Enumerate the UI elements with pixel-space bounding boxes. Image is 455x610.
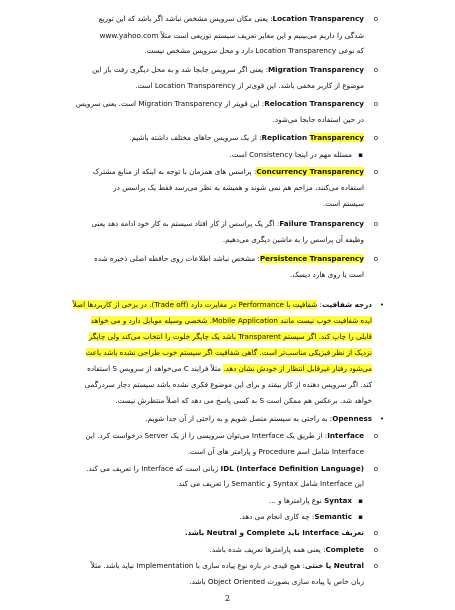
text-run: Failure Transparency [279, 219, 364, 228]
highlighted-text: می‌شود رفتار غیرقابل انتظار از خودش نشان دهد. [223, 364, 372, 373]
text-run: نوع پارامترها و ... [269, 496, 325, 505]
bullet-icon: o [373, 134, 378, 142]
highlighted-text: ایده شفافیت خوب نیست مانند Mobile Application. شخصی وسیله موبایل دارد و می خواهد [90, 316, 372, 325]
text-run: IDL (Interface Definition Language) [220, 464, 364, 473]
text-run: Interface شامل اسم Procedure و پارامتر های آن است. [187, 447, 364, 456]
text-run: Neutral یا خنثی [304, 561, 364, 570]
text-line [93, 166, 364, 178]
text-run: : از یک سرویس جاهای مختلف داشته باشیم. [129, 133, 262, 142]
text-line [323, 198, 364, 210]
text-line [223, 234, 364, 246]
text-run: استفاده می‌کنند، مزاحم هم نمی شوند و همیشه به نظر می‌رسد فقط یک پراسس در [113, 183, 364, 192]
highlighted-text: نزدیک از نظر فیزیکی مناسب‌تر است. گاهی شفافیت اگر سیستم خوب طراحی نشده باشد باعث [85, 348, 372, 357]
text-run: : پراسس های همزمان با توجه به اینکه از منابع مشترک [92, 167, 257, 176]
text-line [73, 299, 372, 311]
highlighted-text: Concurrency Transparency [256, 167, 364, 176]
text-run: Syntax [324, 496, 352, 505]
text-line [91, 560, 364, 572]
text-line [92, 218, 364, 230]
text-line [239, 511, 352, 523]
bullet-icon: • [379, 415, 384, 423]
text-run: : از طریق یک Interface می‌توان سرویسی را از یک Server درخواست کرد. این [85, 431, 328, 440]
bullet-icon: • [379, 301, 384, 309]
text-line [144, 45, 364, 57]
text-line [91, 315, 372, 327]
text-run: کند. اگر سرویس دهنده از کار بیفتد و برای این موضوع فکری نشده باشد سیستم دچار سردرگمی [84, 380, 372, 389]
text-run: : این قویتر از Migration Transparency است. یعنی سرویس [75, 99, 265, 108]
text-line [269, 495, 352, 507]
text-line [188, 446, 364, 458]
text-line [115, 395, 372, 407]
text-line [89, 331, 372, 343]
text-run: Location Transparency [272, 14, 364, 23]
bullet-icon: o [373, 546, 378, 554]
text-run: : اگر یک پراسس از کار افتاد سیستم به کار خود ادامه دهد یعنی [91, 219, 280, 228]
text-line [135, 80, 364, 92]
text-run: درجه شفافیت [321, 300, 372, 309]
text-line [85, 430, 364, 442]
text-run: : به راحتی به سیستم متصل شویم و به راحتی از آن جدا شویم. [145, 414, 333, 423]
highlighted-text: Persistence Transparency [259, 254, 364, 263]
text-line [85, 379, 372, 391]
text-run: Openness [332, 414, 372, 423]
text-run: است یا روی هارد دیسک. [290, 270, 364, 279]
text-run: زبان خاص یا پیاده سازی بصورت Object Oriented باشد. [189, 577, 364, 586]
text-line [145, 413, 372, 425]
bullet-icon: o [373, 255, 378, 263]
text-line [87, 363, 372, 375]
text-line [273, 114, 364, 126]
bullet-icon: o [373, 529, 378, 537]
text-run: : یعنی همه پارامترها تعریف شده باشد. [209, 545, 326, 554]
text-line [99, 13, 364, 25]
text-run: : یعنی اگر سرویس جابجا شد و به محل دیگری رفت باز این [92, 65, 268, 74]
highlighted-text: شفافیت با Performance در مغایرت دارد (Trade off). در برخی از کاربردها اصلاً [72, 300, 318, 309]
text-run: زبانی است که Interface را تعریف می کند. [86, 464, 221, 473]
bullet-icon: o [373, 432, 378, 440]
text-run: : [317, 300, 322, 309]
text-run: : مشخص نباشد اطلاعات روی حافظه اصلی ذخیره شده [94, 254, 260, 263]
text-run: مثلاً فرایند C می‌خواهد از سرویس S استفاده [87, 364, 224, 373]
bullet-icon: ▪ [358, 513, 363, 521]
bullet-icon: o [373, 465, 378, 473]
text-line [76, 98, 364, 110]
text-run: که نوعی Location Transparency دارد و محل سرویس مشخص نیست. [144, 46, 364, 55]
bullet-icon: o [373, 15, 378, 23]
bullet-icon: ▪ [358, 151, 363, 159]
text-line [92, 64, 364, 76]
text-line [86, 463, 364, 475]
bullet-icon: o [373, 220, 378, 228]
text-run: Semantic [314, 512, 352, 521]
bullet-icon: o [373, 562, 378, 570]
text-run: : هیچ قیدی در باره نوع پیاده سازی با Implementation نباید باشد. مثلاً [90, 561, 305, 570]
text-line [100, 30, 364, 42]
text-line [189, 576, 364, 588]
bullet-icon: ▪ [358, 497, 363, 505]
text-run: : چه کاری انجام می دهد. [239, 512, 315, 521]
text-run: این Interface شامل Syntax و Semantic را تعریف می کند. [176, 479, 364, 488]
text-run: سیستم است. [322, 199, 364, 208]
highlighted-text: قایلی را چاپ کند. اگر سیستم Transparent باشد یک چاپگر خلوت را انتخاب می‌کند ولی چاپگر [88, 332, 372, 341]
text-run: Replication [261, 133, 310, 142]
text-line [185, 527, 364, 539]
highlighted-text: Transparency [309, 133, 364, 142]
text-run: در حین استفاده جابجا می‌شود. [272, 115, 364, 124]
bullet-icon: o [373, 168, 378, 176]
text-run: Complete [325, 545, 364, 554]
text-run: مسئله مهم در اینجا Consistency است. [229, 150, 352, 159]
text-line [176, 478, 364, 490]
text-run: : یعنی مکان سرویس مشخص نباشد اگر باشد که این توزیع [98, 14, 273, 23]
text-line [129, 132, 364, 144]
text-run: موضوع از کاربر مخفی باشد. این قوی‌تر از Location Transparency است. [135, 81, 364, 90]
text-line [94, 253, 364, 265]
text-line [113, 182, 364, 194]
text-run: خواهد شد. برعکس هم ممکن است S به کسی پاسخ می دهد که اصلاً منتظرش نیست. [115, 396, 372, 405]
text-run: Relocation Transparency [264, 99, 364, 108]
bullet-icon: o [373, 66, 378, 74]
text-line [229, 149, 352, 161]
bullet-icon: o [373, 100, 378, 108]
page-number: 2 [224, 594, 231, 603]
text-run: وظیفه آن پراسس را به ماشین دیگری می‌دهیم. [222, 235, 364, 244]
text-run: شدگی را داریم می‌بینیم و این مغایر تعریف سیستم توزیعی است مثلاً www.yahoo.com [99, 31, 364, 40]
text-run: Interface [327, 431, 364, 440]
text-line [210, 544, 364, 556]
text-line [86, 347, 372, 359]
text-line [290, 269, 364, 281]
text-run: Migration Transparency [268, 65, 364, 74]
text-run: تعریف Interface باید Complete و Neutral باشد. [184, 528, 364, 537]
